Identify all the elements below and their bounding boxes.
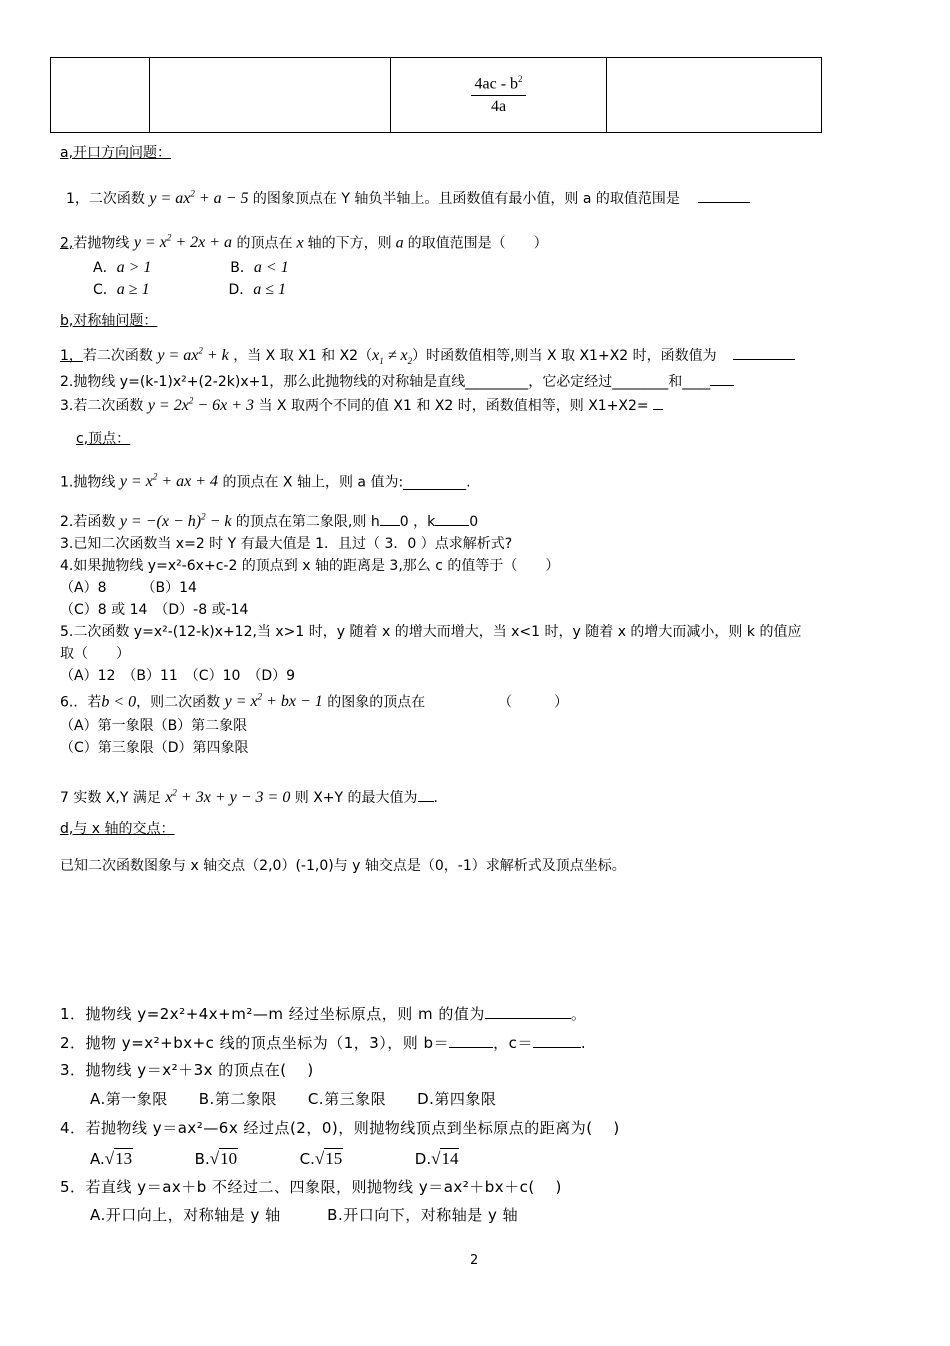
question-e5: 5．若直线 y＝ax＋b 不经过二、四象限，则抛物线 y＝ax²＋bx＋c( ): [60, 1178, 562, 1196]
question-c3: 3.已知二次函数当 x=2 时 Y 有最大值是 1．且过（ 3．0 ）点求解析式?: [60, 536, 513, 552]
question-d1: 已知二次函数图象与 x 轴交点（2,0）(-1,0)与 y 轴交点是（0，-1）求解析式及顶点坐标。: [60, 858, 626, 874]
question-b2: 2.抛物线 y=(k-1)x²+(2-2k)x+1，那么此抛物线的对称轴是直线_________，它必定经过________和____: [60, 371, 734, 392]
question-c6: 6.．若b < 0，则二次函数 $y = x^2$ + bx − 1 的图象的顶点在 （ ）: [60, 692, 569, 711]
options-c5: （A）12 （B）11 （C）10 （D）9: [60, 668, 296, 684]
table-cell: [607, 58, 822, 133]
table-cell: [51, 58, 150, 133]
question-c2: 2.若函数 $y = -(x - h)^2 - k$ 的顶点在第二象限,则 h 0 ，k 0: [60, 511, 479, 530]
options-e3: A.第一象限 B.第二象限 C.第三象限 D.第四象限: [90, 1090, 497, 1108]
question-e2: 2．抛物 y=x²+bx+c 线的顶点坐标为（1，3），则 b＝ ，c＝ .: [60, 1034, 587, 1052]
options-a2-row2: C．a ≥ 1 D．a ≤ 1: [93, 281, 287, 298]
question-c5-line1: 5.二次函数 y=x²-(12-k)x+12,当 x>1 时，y 随着 x 的增大而增大，当 x<1 时，y 随着 x 的增大而减小，则 k 的值应: [60, 624, 802, 640]
section-a-header: a,开口方向问题：: [60, 145, 172, 161]
question-b3: 3.若二次函数 $y = 2x^2 - 6x + 3$ 当 X 取两个不同的值 X1 和 X2 时，函数值相等，则 X1+X2=: [60, 395, 663, 416]
question-c1: 1.抛物线 $y = x^2$ + ax + 4 的顶点在 X 轴上，则 a 值为:_________.: [60, 472, 471, 491]
table-cell: [150, 58, 391, 133]
question-c4: 4.如果抛物线 y=x²-6x+c-2 的顶点到 x 轴的距离是 3,那么 c 的值等于（ ）: [60, 558, 560, 574]
options-c6-row1: （A）第一象限（B）第二象限: [60, 718, 248, 734]
section-c-header: c,顶点：: [76, 431, 131, 447]
question-c5-line2: 取（ ）: [60, 646, 130, 662]
question-a2: 2,若抛物线 $y = x^2 + 2x + a$ 的顶点在 x 轴的下方，则 a 的取值范围是（ ）: [60, 233, 548, 252]
formula-table: [50, 57, 822, 133]
options-e5: A.开口向上，对称轴是 y 轴 B.开口向下，对称轴是 y 轴: [90, 1206, 519, 1224]
page-number: 2: [470, 1253, 479, 1268]
question-a1: 1，二次函数 $y = ax^2 + a - 5$ 的图象顶点在 Y 轴负半轴上。且函数值有最小值，则 a 的取值范围是: [66, 188, 750, 209]
options-c4-row1: （A）8 （B）14: [60, 580, 197, 596]
question-e4: 4．若抛物线 y＝ax²—6x 经过点(2，0)，则抛物线顶点到坐标原点的距离为( ): [60, 1119, 620, 1137]
question-e1: 1．抛物线 y=2x²+4x+m²—m 经过坐标原点，则 m 的值为 。: [60, 1005, 587, 1023]
options-a2-row1: A．a > 1 B．a < 1: [93, 259, 289, 276]
question-b1: 1，若二次函数 $y = ax^2 + k$ ，当 X 取 X1 和 $X2(x_1 \ne x_2)$时函数值相等,则当 X 取 X1+X2 时，函数值为: [60, 345, 795, 367]
table-cell-formula: [391, 58, 607, 133]
question-e3: 3．抛物线 y＝x²＋3x 的顶点在( ): [60, 1061, 314, 1079]
section-d-header: d,与 x 轴的交点：: [60, 821, 175, 837]
question-c7: 7 实数 X,Y 满足 $x^2 + 3x + y - 3 = 0$ 则 X+Y 的最大值为 .: [60, 787, 438, 806]
options-c4-row2: （C）8 或 14 （D）-8 或-14: [60, 602, 249, 618]
options-c6-row2: （C）第三象限（D）第四象限: [60, 740, 249, 756]
section-b-header: b,对称轴问题：: [60, 313, 158, 329]
options-e4: A.√13 B.√10 C.√15 D.√14: [90, 1149, 459, 1168]
vertex-y-formula: $\frac{4ac - b^2}{4a}$: [471, 74, 525, 116]
